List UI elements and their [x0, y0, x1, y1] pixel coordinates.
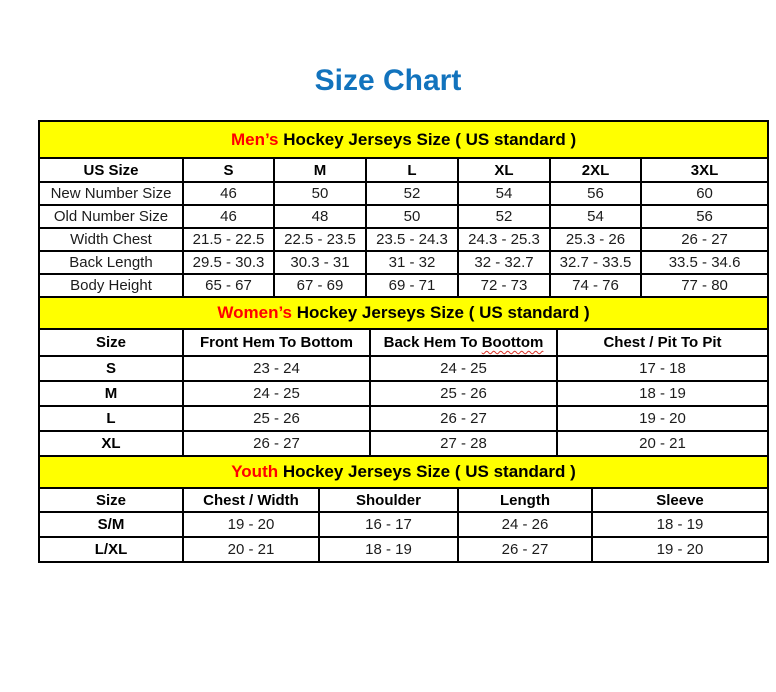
- row-label: New Number Size: [39, 182, 183, 205]
- table-row: [39, 537, 768, 562]
- youth-col-chest-width: Chest / Width: [183, 488, 319, 512]
- size-value: 19 - 20: [183, 512, 319, 537]
- table-row: [39, 274, 768, 297]
- row-label: L/XL: [39, 537, 183, 562]
- size-value: 20 - 21: [183, 537, 319, 562]
- youth-col-length: Length: [458, 488, 592, 512]
- size-value: 25.3 - 26: [550, 228, 641, 251]
- size-value: 19 - 20: [557, 406, 768, 431]
- mens-col-us-size: US Size: [39, 158, 183, 182]
- mens-col-xl: XL: [458, 158, 550, 182]
- table-row: [39, 205, 768, 228]
- size-value: 23 - 24: [183, 356, 370, 381]
- page-title: Size Chart: [314, 64, 462, 97]
- size-value: 33.5 - 34.6: [641, 251, 768, 274]
- size-value: 26 - 27: [458, 537, 592, 562]
- size-value: 46: [183, 205, 274, 228]
- row-label: S/M: [39, 512, 183, 537]
- mens-col-2xl: 2XL: [550, 158, 641, 182]
- size-value: 21.5 - 22.5: [183, 228, 274, 251]
- size-value: 65 - 67: [183, 274, 274, 297]
- row-label: XL: [39, 431, 183, 456]
- womens-title-rest: Hockey Jerseys Size ( US standard ): [292, 303, 590, 322]
- table-row: [39, 406, 768, 431]
- youth-size-table: [38, 455, 769, 563]
- size-value: 29.5 - 30.3: [183, 251, 274, 274]
- table-row: [39, 381, 768, 406]
- row-label: L: [39, 406, 183, 431]
- mens-column-header-row: [39, 158, 768, 182]
- size-value: 31 - 32: [366, 251, 458, 274]
- size-value: 54: [458, 182, 550, 205]
- mens-section-header: [39, 121, 768, 158]
- size-chart-tables: [38, 120, 767, 563]
- size-value: 69 - 71: [366, 274, 458, 297]
- womens-size-table: [38, 296, 769, 457]
- size-value: 25 - 26: [370, 381, 557, 406]
- size-value: 24 - 26: [458, 512, 592, 537]
- size-value: 52: [366, 182, 458, 205]
- size-value: 60: [641, 182, 768, 205]
- youth-col-sleeve: Sleeve: [592, 488, 768, 512]
- mens-title-rest: Hockey Jerseys Size ( US standard ): [278, 129, 577, 149]
- womens-column-header-row: [39, 329, 768, 356]
- size-value: 74 - 76: [550, 274, 641, 297]
- size-value: 52: [458, 205, 550, 228]
- row-label: Back Length: [39, 251, 183, 274]
- size-value: 22.5 - 23.5: [274, 228, 366, 251]
- row-label: Width Chest: [39, 228, 183, 251]
- size-value: 18 - 19: [319, 537, 458, 562]
- mens-section-title: [39, 121, 768, 158]
- youth-col-size: Size: [39, 488, 183, 512]
- womens-section-title: [39, 297, 768, 329]
- size-value: 30.3 - 31: [274, 251, 366, 274]
- mens-col-m: M: [274, 158, 366, 182]
- womens-col-chest-pit: Chest / Pit To Pit: [557, 329, 768, 356]
- table-row: [39, 182, 768, 205]
- youth-section-header: [39, 456, 768, 488]
- youth-title-highlight: Youth: [231, 462, 279, 481]
- youth-column-header-row: [39, 488, 768, 512]
- size-value: 24.3 - 25.3: [458, 228, 550, 251]
- size-value: 77 - 80: [641, 274, 768, 297]
- youth-col-shoulder: Shoulder: [319, 488, 458, 512]
- size-value: 32 - 32.7: [458, 251, 550, 274]
- size-value: 18 - 19: [557, 381, 768, 406]
- womens-col-front-hem: Front Hem To Bottom: [183, 329, 370, 356]
- mens-col-3xl: 3XL: [641, 158, 768, 182]
- table-row: [39, 356, 768, 381]
- back-hem-misspelled-word: Boottom: [481, 334, 544, 351]
- mens-title-highlight: Men’s: [230, 129, 279, 149]
- size-value: 24 - 25: [370, 356, 557, 381]
- size-value: 24 - 25: [183, 381, 370, 406]
- row-label: Old Number Size: [39, 205, 183, 228]
- size-value: 56: [550, 182, 641, 205]
- size-value: 50: [366, 205, 458, 228]
- youth-title-rest: Hockey Jerseys Size ( US standard ): [278, 462, 576, 481]
- size-value: 32.7 - 33.5: [550, 251, 641, 274]
- mens-col-s: S: [183, 158, 274, 182]
- size-value: 25 - 26: [183, 406, 370, 431]
- size-value: 48: [274, 205, 366, 228]
- size-value: 72 - 73: [458, 274, 550, 297]
- womens-col-size: Size: [39, 329, 183, 356]
- size-value: 18 - 19: [592, 512, 768, 537]
- size-value: 26 - 27: [183, 431, 370, 456]
- womens-title-highlight: Women’s: [217, 303, 292, 322]
- size-value: 16 - 17: [319, 512, 458, 537]
- mens-size-table: [38, 120, 769, 298]
- table-row: [39, 251, 768, 274]
- size-value: 26 - 27: [370, 406, 557, 431]
- size-value: 27 - 28: [370, 431, 557, 456]
- row-label: S: [39, 356, 183, 381]
- mens-col-l: L: [366, 158, 458, 182]
- youth-section-title: [39, 456, 768, 488]
- size-value: 19 - 20: [592, 537, 768, 562]
- size-value: 26 - 27: [641, 228, 768, 251]
- table-row: [39, 512, 768, 537]
- size-value: 23.5 - 24.3: [366, 228, 458, 251]
- size-value: 46: [183, 182, 274, 205]
- back-hem-prefix: Back Hem To: [383, 334, 482, 351]
- size-value: 54: [550, 205, 641, 228]
- table-row: [39, 431, 768, 456]
- table-row: [39, 228, 768, 251]
- size-value: 17 - 18: [557, 356, 768, 381]
- row-label: Body Height: [39, 274, 183, 297]
- row-label: M: [39, 381, 183, 406]
- womens-section-header: [39, 297, 768, 329]
- size-value: 56: [641, 205, 768, 228]
- size-value: 67 - 69: [274, 274, 366, 297]
- size-value: 50: [274, 182, 366, 205]
- size-value: 20 - 21: [557, 431, 768, 456]
- womens-col-back-hem: [370, 329, 557, 356]
